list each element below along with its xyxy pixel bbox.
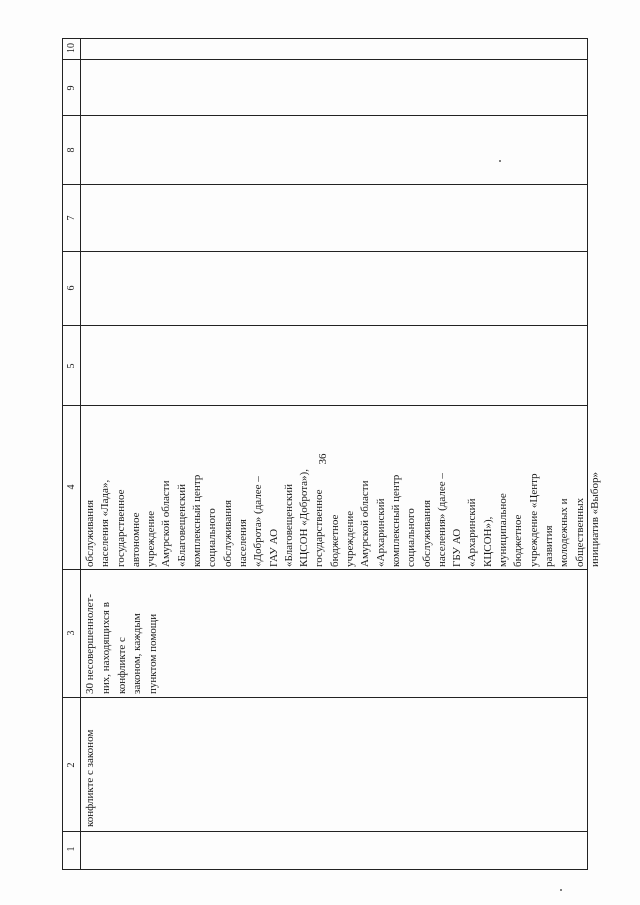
cell-col4-line: государственное (114, 489, 127, 567)
cell-col4-line: социального (405, 508, 418, 567)
column-number-9: 9 (66, 85, 77, 91)
column-number-1: 1 (66, 846, 77, 852)
cell-col4-line: Амурской области (359, 480, 372, 567)
column-divider (63, 59, 587, 60)
cell-col4-line: КЦСОН «Доброта»), (298, 469, 311, 567)
cell-col4-line: обслуживания (84, 499, 96, 567)
page-number: 36 (317, 453, 329, 465)
cell-col4-line: комплексный центр (191, 474, 204, 567)
column-divider (63, 569, 587, 570)
cell-col4-line: «Благовещенский (175, 483, 188, 567)
data-table (62, 38, 601, 870)
cell-col4-line: ГБУ АО (451, 528, 464, 567)
cell-col4-line: «Благовещенский (282, 483, 295, 567)
cell-col4-line: Амурской области (160, 480, 173, 567)
column-number-3: 3 (66, 630, 77, 636)
cell-col4-line: населения» (далее – (435, 473, 448, 567)
cell-col4-line: молодежных и (558, 498, 571, 567)
cell-col4-line: комплексный центр (389, 474, 402, 567)
column-divider (63, 405, 587, 406)
cell-col4 (83, 469, 603, 567)
cell-col4-line: государственное (313, 489, 326, 567)
header-row-divider (80, 39, 81, 869)
cell-col4-line: КЦСОН»), (481, 516, 494, 567)
column-number-5: 5 (66, 363, 77, 369)
cell-col4-line: инициатив «Выбор» (588, 472, 601, 567)
cell-col3-line: 30 несовершеннолет- (84, 593, 96, 694)
cell-col2-text: конфликте с законом (84, 729, 96, 827)
column-number-4: 4 (66, 484, 77, 490)
cell-col4-line: развития (542, 525, 555, 567)
cell-col3-line: пунктом помощи (147, 613, 160, 694)
cell-col3-line: законом, каждым (131, 613, 144, 694)
cell-col4-line: обслуживания (420, 499, 433, 567)
cell-col4-line: автономное (129, 512, 142, 567)
cell-col4-line: учреждение (145, 510, 158, 567)
cell-col4-line: социального (206, 508, 219, 567)
cell-col3 (83, 594, 162, 694)
cell-col4-line: «Архаринский (374, 498, 387, 567)
cell-col4-line: бюджетное (512, 514, 525, 567)
cell-col4-line: населения (236, 519, 249, 567)
column-divider (63, 325, 587, 326)
cell-col4-line: общественных (573, 497, 586, 567)
column-divider (63, 831, 587, 832)
column-number-6: 6 (66, 285, 77, 291)
cell-col2 (83, 730, 99, 827)
cell-col4-line: «Архаринский (466, 498, 479, 567)
column-divider (63, 184, 587, 185)
cell-col4-line: обслуживания (221, 499, 234, 567)
scan-speck (560, 889, 562, 891)
column-number-8: 8 (66, 147, 77, 153)
column-number-2: 2 (66, 762, 77, 768)
cell-col3-line: них, находящихся в (99, 602, 112, 694)
cell-col4-line: «Доброта» (далее – (252, 476, 265, 567)
scan-speck (499, 160, 501, 162)
cell-col4-line: ГАУ АО (267, 528, 280, 567)
column-divider (63, 251, 587, 252)
column-number-10: 10 (66, 43, 77, 53)
column-divider (63, 115, 587, 116)
cell-col4-line: муниципальное (497, 493, 510, 567)
cell-col4-line: учреждение «Центр (527, 473, 540, 567)
cell-col4-line: бюджетное (328, 514, 341, 567)
column-number-7: 7 (66, 215, 77, 221)
column-divider (63, 697, 587, 698)
cell-col3-line: конфликте с (115, 637, 128, 694)
cell-col4-line: населения «Лада», (99, 479, 112, 567)
cell-col4-line: учреждение (344, 510, 357, 567)
